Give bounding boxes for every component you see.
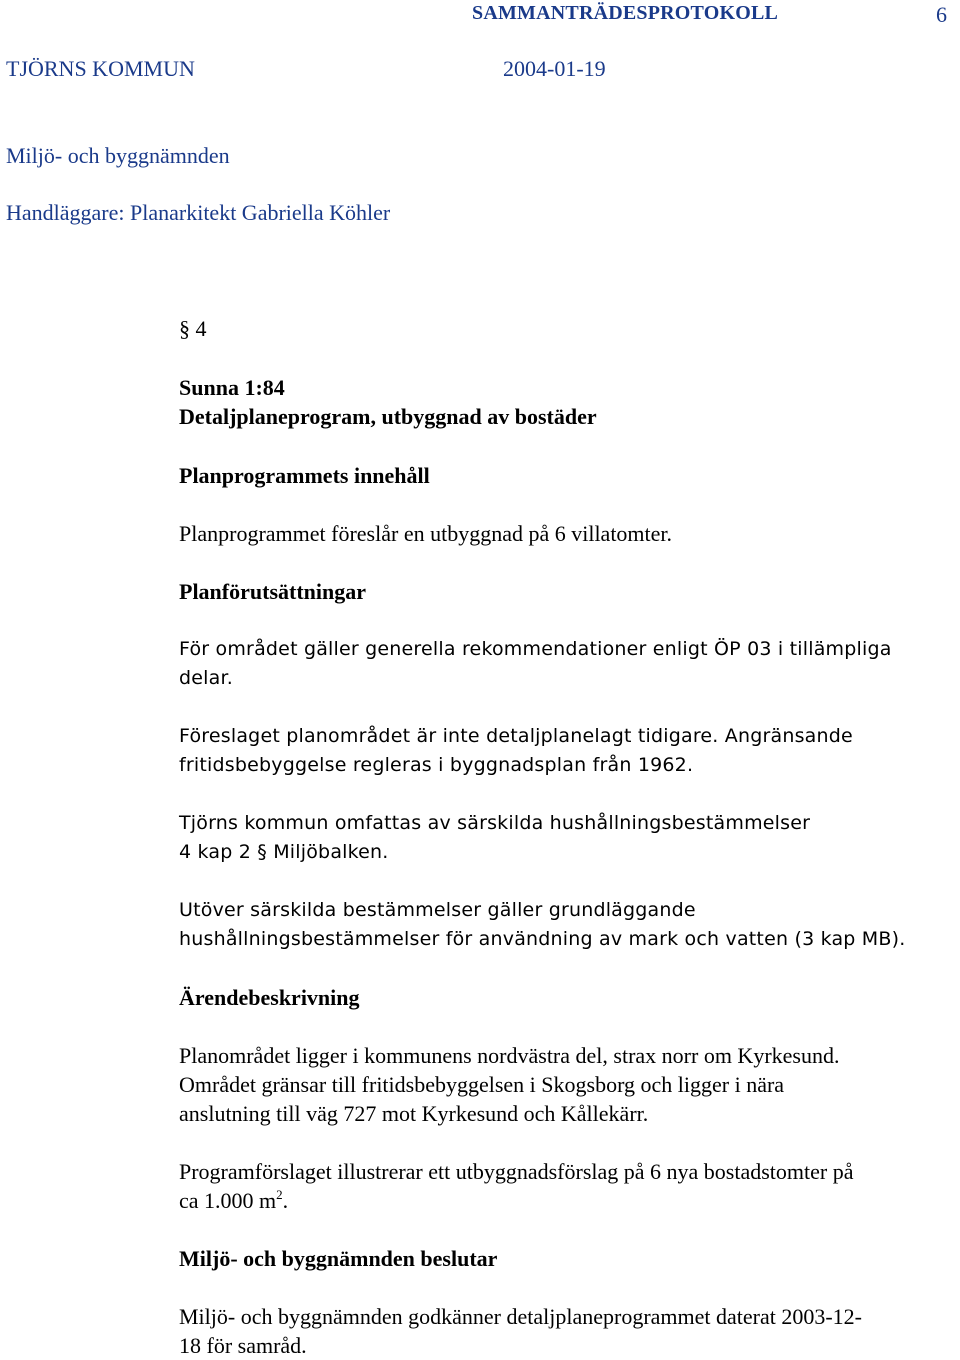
case-handler: Handläggare: Planarkitekt Gabriella Köhler: [6, 200, 391, 225]
page-number: 6: [936, 2, 947, 27]
planforutsattningar-paragraph: Föreslaget planområdet är inte detaljplanelagt tidigare. Angränsande fritidsbebyggelse regleras i byggnadsplan från 1962.: [179, 725, 853, 776]
committee-name: Miljö- och byggnämnden: [6, 143, 230, 168]
beslut-text: Miljö- och byggnämnden godkänner detaljplaneprogrammet daterat 2003-12- 18 för samråd.: [179, 1304, 863, 1358]
heading-arendebeskrivning: Ärendebeskrivning: [179, 985, 360, 1010]
arendebeskrivning-paragraph: Programförslaget illustrerar ett utbyggnadsförslag på 6 nya bostadstomter på ca 1.000 $m^2$.: [179, 1159, 854, 1213]
planforutsattningar-paragraph: Tjörns kommun omfattas av särskilda hushållningsbestämmelser 4 kap 2 § Miljöbalken.: [179, 812, 811, 863]
heading-planprogram: Planprogrammets innehåll: [179, 463, 430, 488]
heading-beslut: Miljö- och byggnämnden beslutar: [179, 1246, 498, 1271]
paragraph-number: § 4: [179, 316, 207, 341]
planprogram-text: Planprogrammet föreslår en utbyggnad på 6 villatomter.: [179, 521, 673, 546]
planforutsattningar-paragraph: Utöver särskilda bestämmelser gäller grundläggande hushållningsbestämmelser för användning av mark och vatten (3 kap MB).: [179, 899, 906, 950]
section-title: [179, 373, 954, 431]
section-title-line: Sunna 1:84: [179, 375, 285, 400]
arendebeskrivning-paragraph: Planområdet ligger i kommunens nordvästra del, strax norr om Kyrkesund. Området gränsar till fritidsbebyggelsen i Skogsborg och ligger i nära anslutning till väg 727 mot Kyrkesund och Kållekärr.: [179, 1043, 840, 1126]
heading-planforutsattningar: Planförutsättningar: [179, 579, 366, 604]
superscript-2: 2: [276, 1186, 283, 1202]
planforutsattningar-paragraph: För området gäller generella rekommendationer enligt ÖP 03 i tillämpliga delar.: [179, 638, 892, 689]
document-type-title: SAMMANTRÄDESPROTOKOLL: [472, 2, 779, 24]
organization-name: TJÖRNS KOMMUN: [6, 56, 195, 81]
meeting-date: 2004-01-19: [503, 56, 606, 81]
section-title-line: Detaljplaneprogram, utbyggnad av bostäder: [179, 404, 597, 429]
